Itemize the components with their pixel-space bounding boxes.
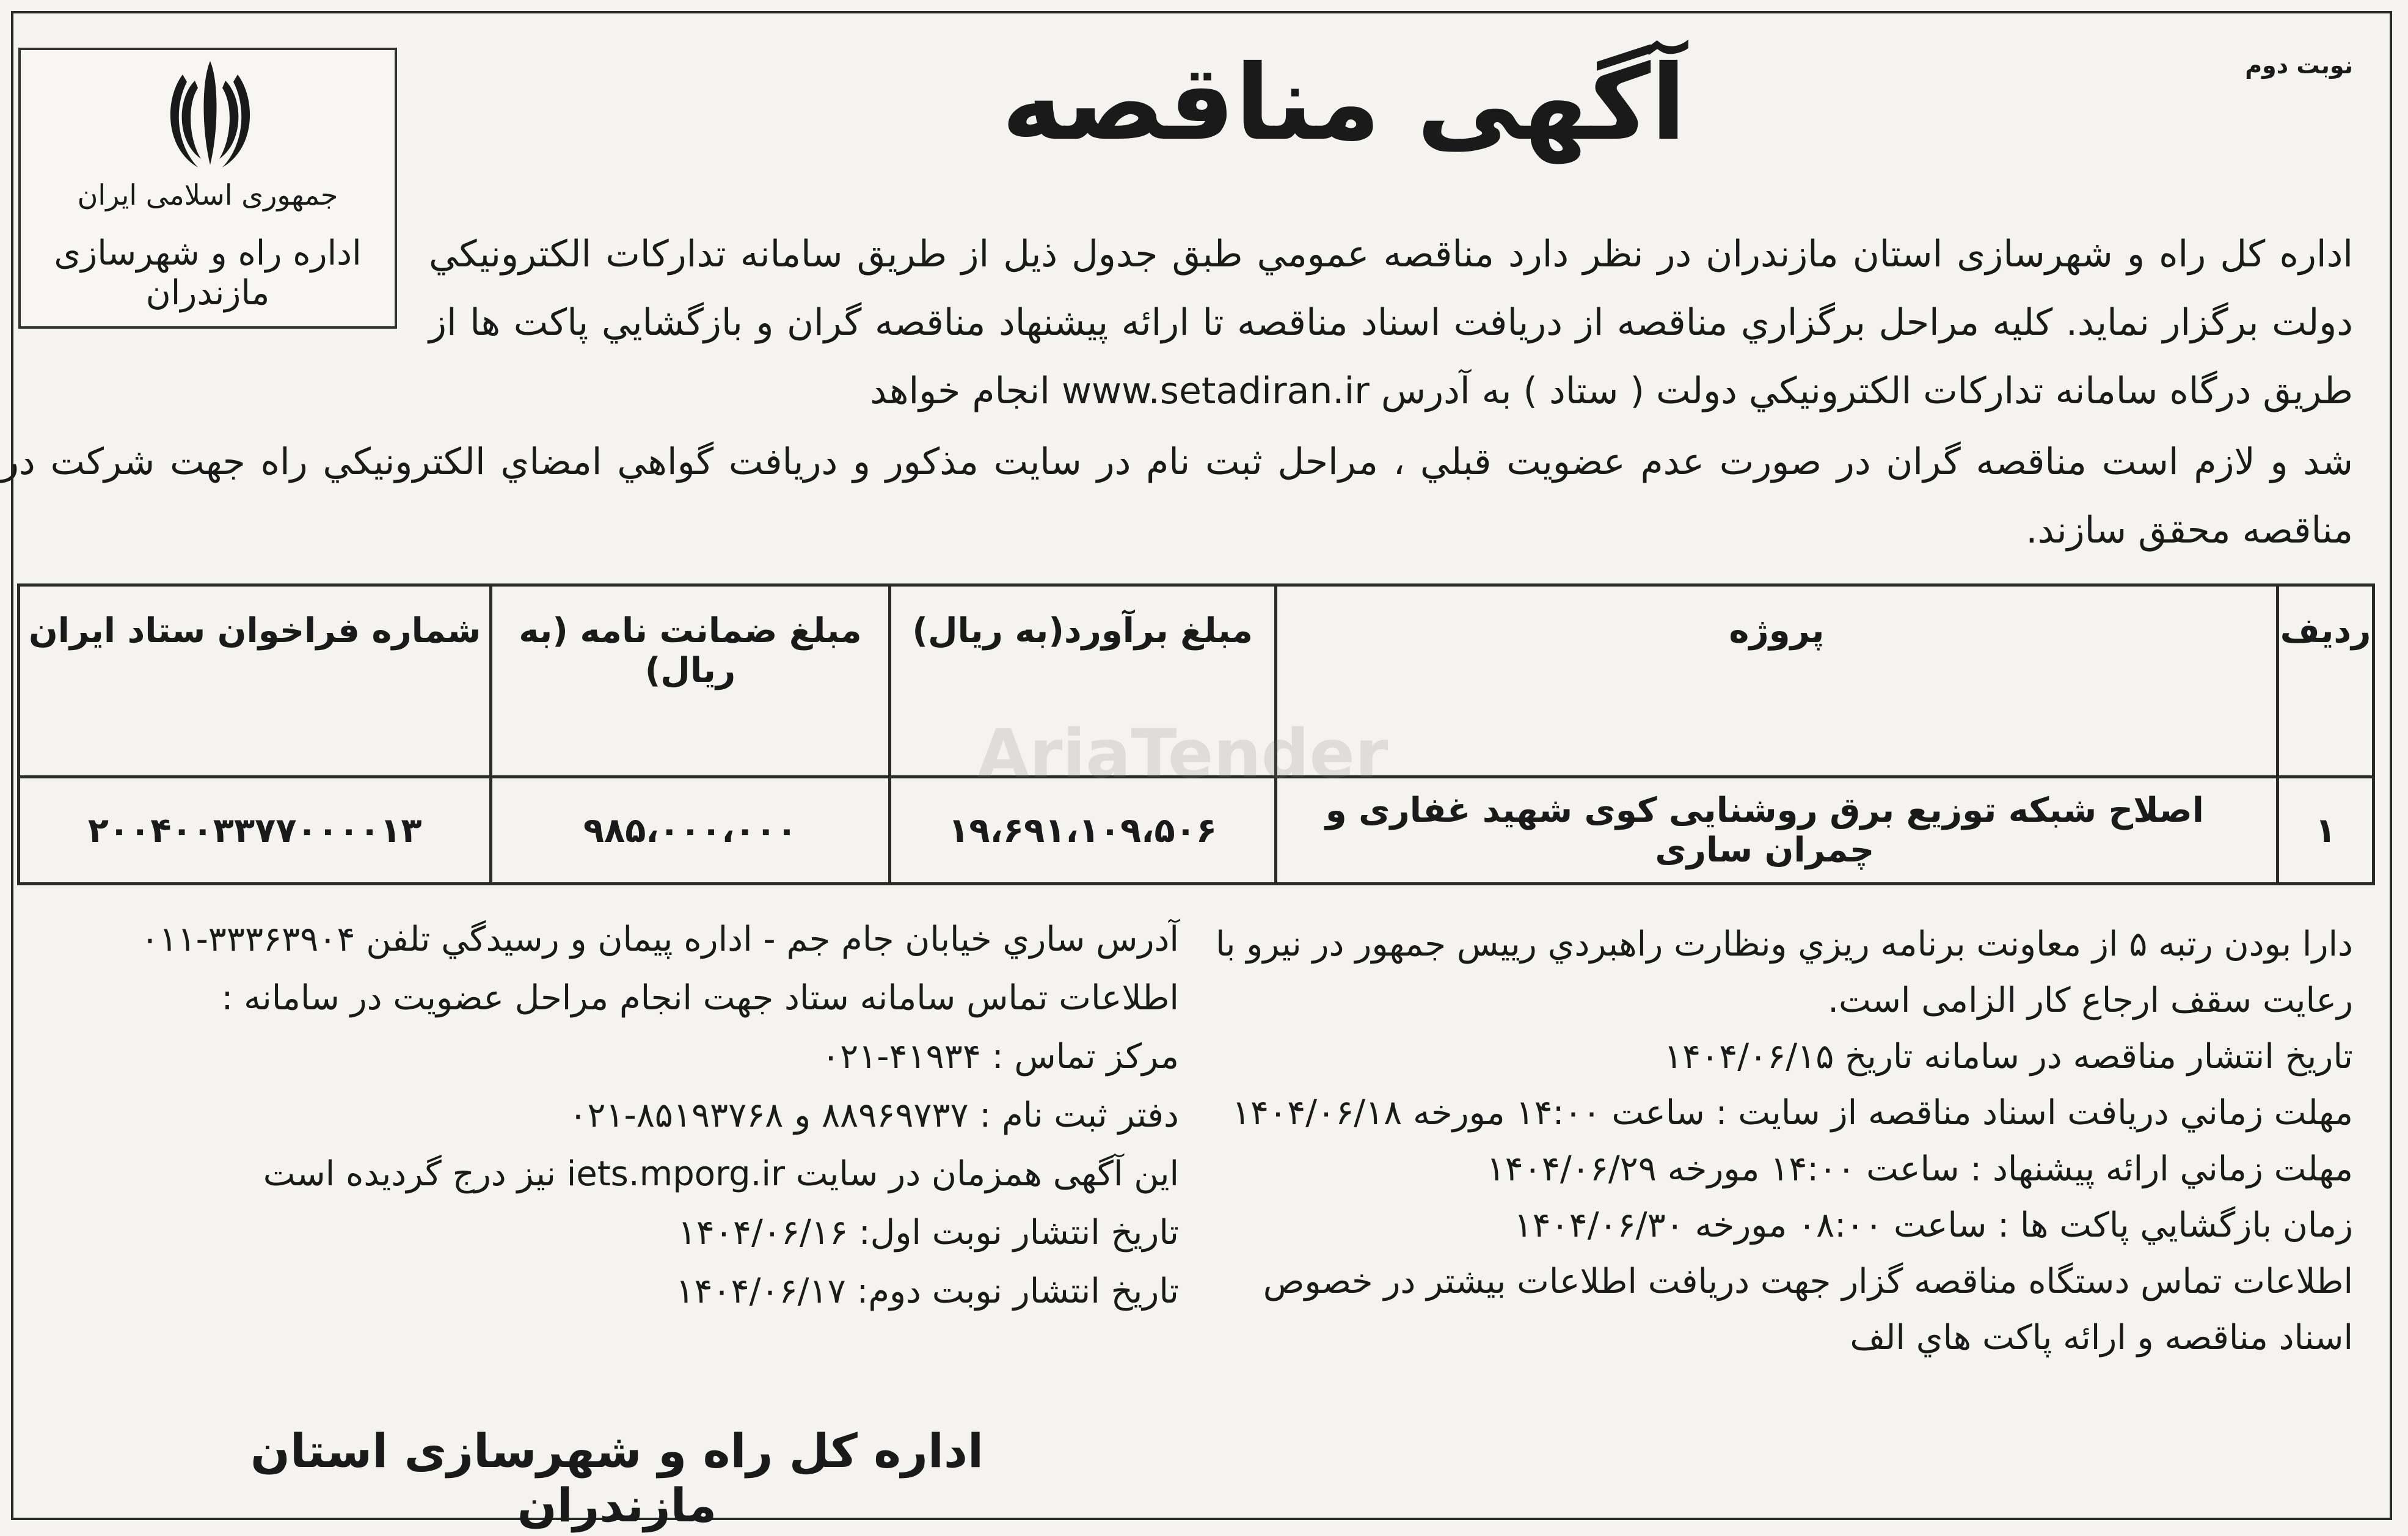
condition-opening-time: زمان بازگشایي پاکت ها : ساعت ۰۸:۰۰ مورخه ۱۴۰۴/۰۶/۳۰: [1514, 1205, 2353, 1245]
intro-paragraph-continued: شد و لازم است مناقصه گران در صورت عدم عضویت قبلي ، مراحل ثبت نام در سایت مذکور و دریافت گواهي امضاي الکترونیکي راه جهت شرکت در مناقصه محقق سازند.: [1, 441, 2353, 552]
cell-row-number: ۱: [2278, 777, 2374, 884]
intro-paragraph: اداره کل راه و شهرسازی استان مازندران در نظر دارد مناقصه عمومي طبق جدول ذیل از طریق سامانه تدارکات الکترونیکي دولت برگزار نماید. کلیه مراحل برگزاري مناقصه از دریافت اسناد مناقصه تا ارائه پیشنهاد مناقصه گران و بازگشایي پاکت ها از طریق درگاه سامانه تدارکات الکترونیکي دولت ( ستاد ) به آدرس www.setadiran.ir انجام خواهد: [429, 233, 2353, 412]
condition-publish-date: تاریخ انتشار مناقصه در سامانه تاریخ ۱۴۰۴/۰۶/۱۵: [1663, 1037, 2353, 1077]
header-call-number: شماره فراخوان ستاد ایران: [19, 585, 491, 777]
first-publish-date: تاریخ انتشار نوبت اول: ۱۴۰۴/۰۶/۱۶: [677, 1213, 1179, 1253]
header-project: پروژه: [1275, 585, 2277, 777]
contact-setad-info: اطلاعات تماس سامانه ستاد جهت انجام مراحل عضویت در سامانه :: [221, 978, 1179, 1018]
condition-document-deadline: مهلت زماني دریافت اسناد مناقصه از سایت : ساعت ۱۴:۰۰ مورخه ۱۴۰۴/۰۶/۱۸: [1231, 1093, 2353, 1133]
condition-offer-deadline: مهلت زماني ارائه پیشنهاد : ساعت ۱۴:۰۰ مورخه ۱۴۰۴/۰۶/۲۹: [1486, 1149, 2353, 1189]
contact-call-center: مرکز تماس : ۴۱۹۳۴-۰۲۱: [822, 1037, 1179, 1077]
table-header-row: [19, 585, 2374, 777]
tender-table: [17, 583, 2375, 885]
conditions-column: [1180, 916, 2353, 1366]
table-row: [19, 777, 2374, 884]
watermark: AriaTender: [977, 715, 1388, 793]
logo-office-text: اداره راه و شهرسازی مازندران: [54, 233, 362, 313]
cell-call-number: ۲۰۰۴۰۰۳۳۷۷۰۰۰۰۱۳: [19, 777, 491, 884]
logo-country-text: جمهوری اسلامی ایران: [77, 178, 338, 211]
second-publish-date: تاریخ انتشار نوبت دوم: ۱۴۰۴/۰۶/۱۷: [676, 1271, 1179, 1311]
cell-estimate: ۱۹،۶۹۱،۱۰۹،۵۰۶: [889, 777, 1275, 884]
condition-rank: دارا بودن رتبه ۵ از معاونت برنامه ریزي ونظارت راهبردي رییس جمهور در نیرو با رعایت سقف ارجاع کار الزامی است.: [1215, 924, 2353, 1020]
ad-title: آگهی مناقصه: [1001, 43, 1687, 164]
contact-registration-office: دفتر ثبت نام : ۸۸۹۶۹۷۳۷ و ۸۵۱۹۳۷۶۸-۰۲۱: [569, 1095, 1179, 1135]
cell-guarantee: ۹۸۵،۰۰۰،۰۰۰: [491, 777, 889, 884]
round-label: نوبت دوم: [2245, 52, 2353, 79]
header-guarantee: مبلغ ضمانت نامه (به ریال): [491, 585, 889, 777]
condition-contact-info: اطلاعات تماس دستگاه مناقصه گزار جهت دریافت اطلاعات بیشتر در خصوص اسناد مناقصه و ارائه پاکت هاي الف: [1263, 1262, 2353, 1358]
organization-logo: [18, 48, 397, 329]
signature-organization: اداره کل راه و شهرسازی استان مازندران: [250, 1424, 984, 1532]
contact-website-note: این آگهی همزمان در سایت iets.mporg.ir نیز درج گردیده است: [263, 1154, 1179, 1194]
contact-address: آدرس ساري خیابان جام جم - اداره پیمان و رسیدگي تلفن ۳۳۳۶۳۹۰۴-۰۱۱: [140, 920, 1179, 959]
iran-emblem-icon: [161, 56, 259, 172]
cell-project: اصلاح شبکه توزیع برق روشنایی کوی شهید غفاری و چمران ساری: [1275, 777, 2277, 884]
contact-column: [18, 910, 1179, 1321]
header-row-number: ردیف: [2278, 585, 2374, 777]
header-estimate: مبلغ برآورد(به ریال): [889, 585, 1275, 777]
